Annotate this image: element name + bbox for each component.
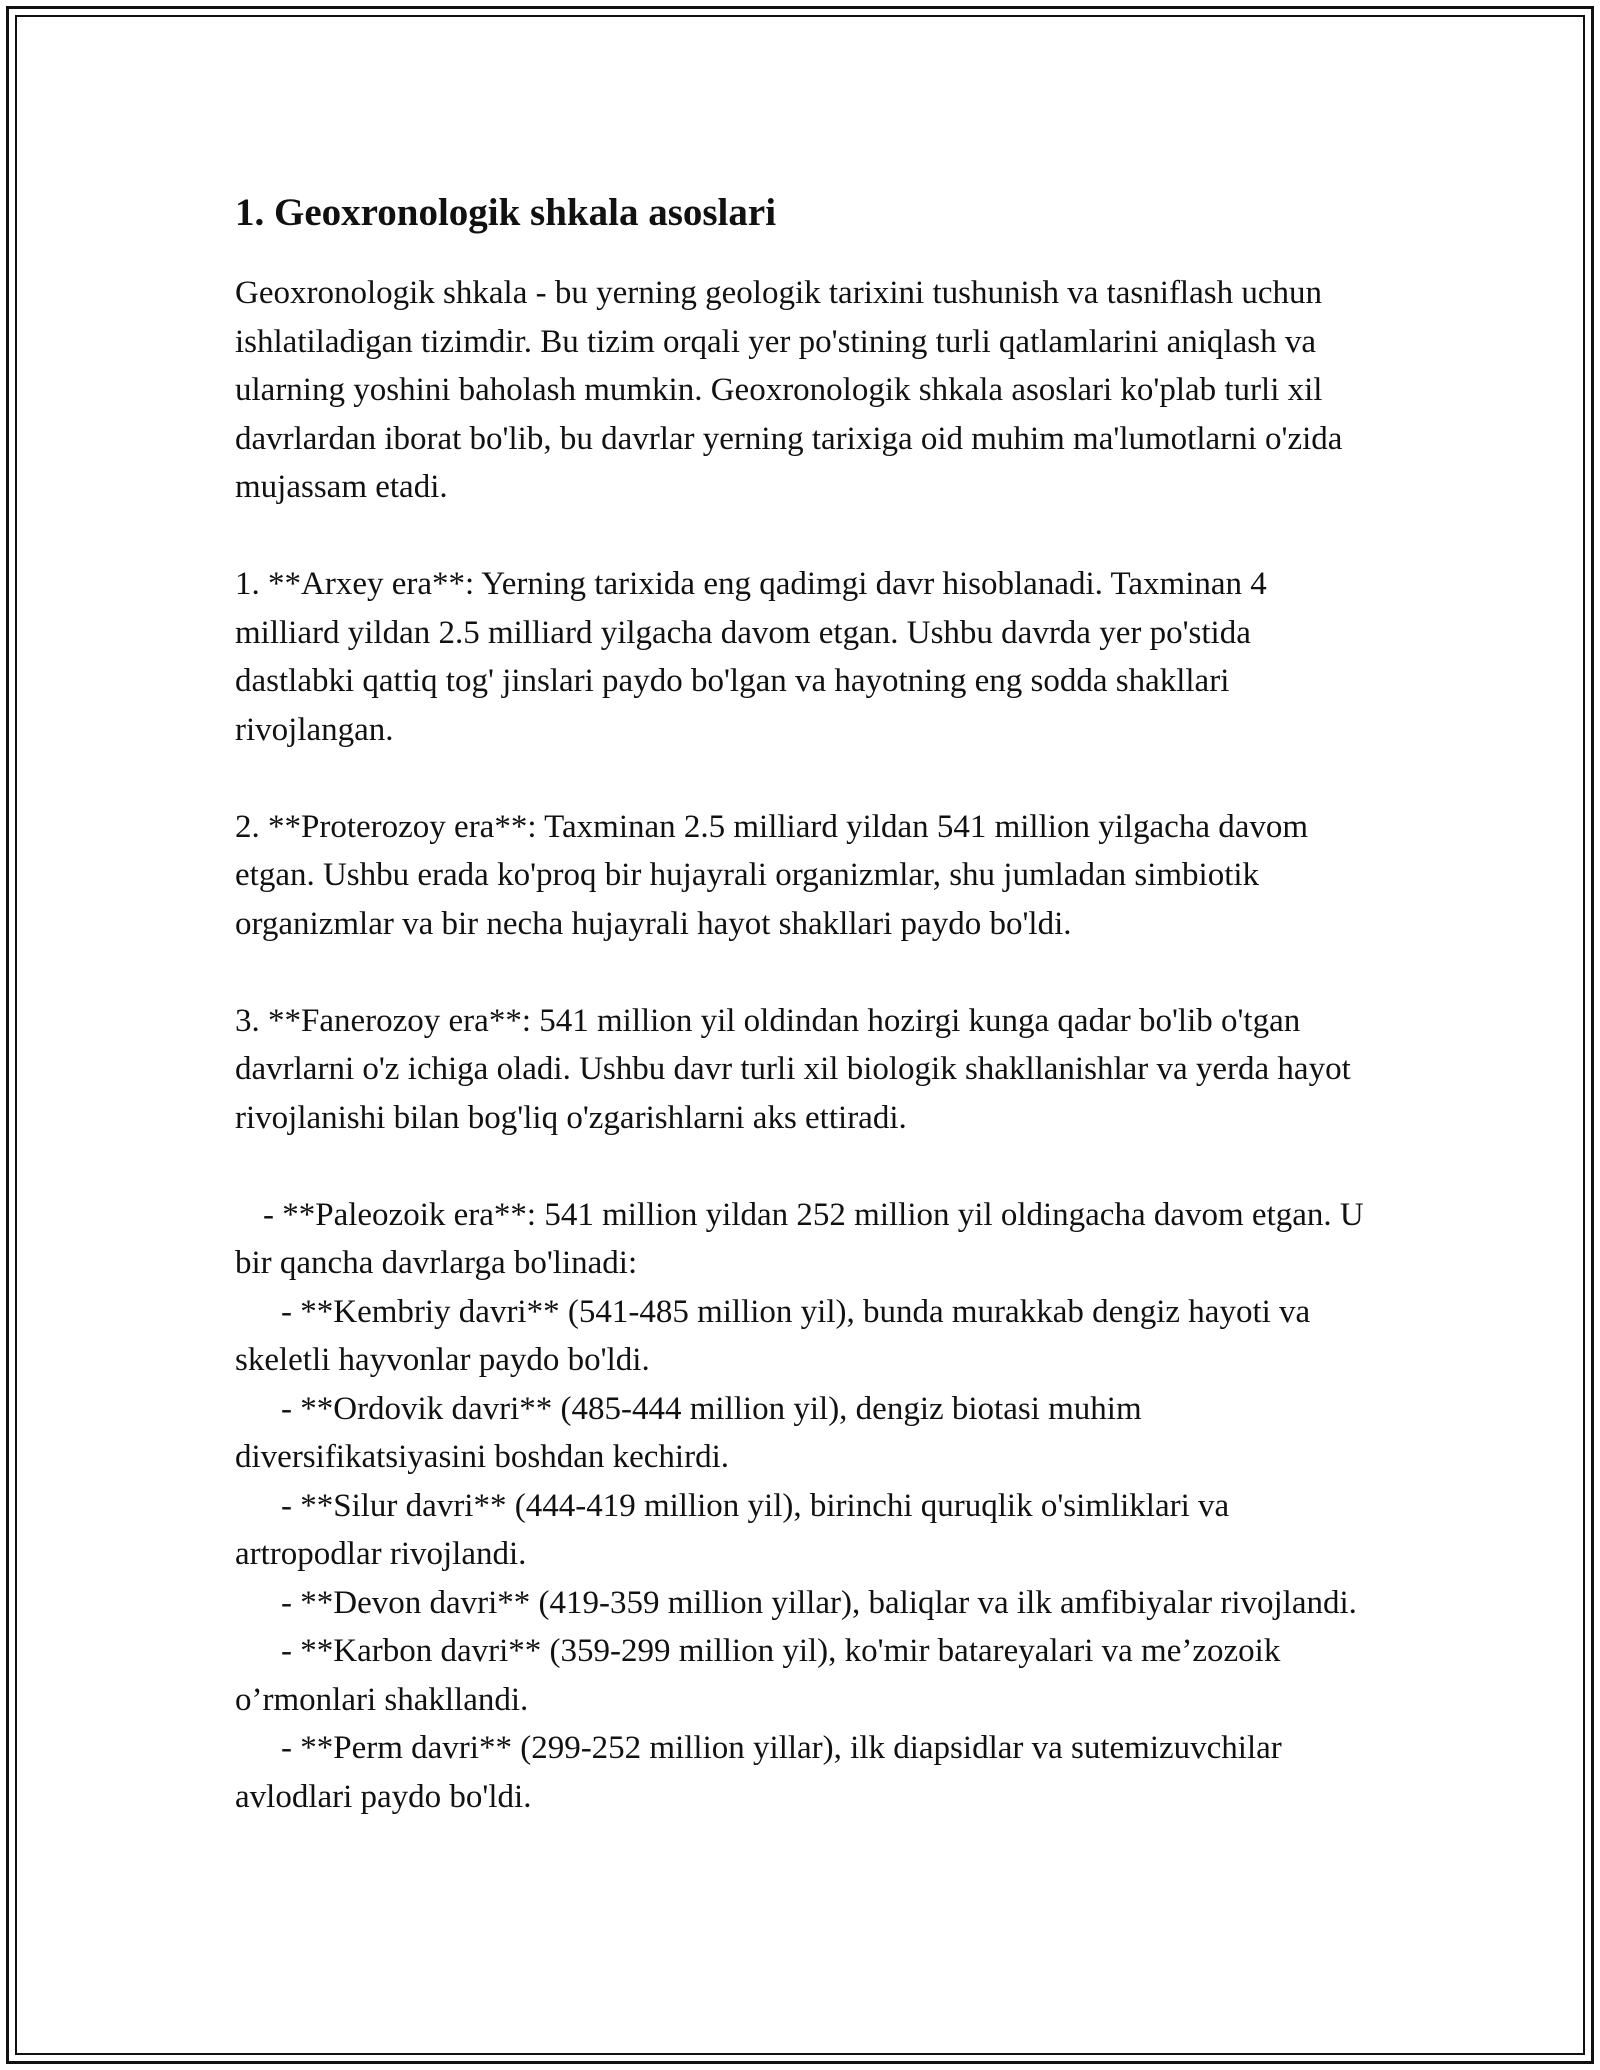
list-item-arxey: 1. **Arxey era**: Yerning tarixida eng qadimgi davr hisoblanadi. Taxminan 4 milliard yildan 2.5 milliard yilgacha davom etgan. Ushbu davrda yer po'stida dastlabki qattiq tog' jinslari paydo bo'lgan va hayotning eng sodda shakllari rivojlangan. [235, 566, 1267, 748]
period-item-perm [235, 1724, 1370, 1821]
blank-line [235, 754, 1370, 803]
period-text: - **Perm davri** (299-252 million yillar), ilk diapsidlar va sutemizuvchilar avlodlari paydo bo'ldi. [235, 1730, 1282, 1815]
period-text: - **Karbon davri** (359-299 million yil), ko'mir batareyalari va me’zozoik o’rmonlari shakllandi. [235, 1633, 1281, 1718]
period-item-karbon [235, 1627, 1370, 1724]
period-text: - **Ordovik davri** (485-444 million yil), dengiz biotasi muhim diversifikatsiyasini boshdan kechirdi. [235, 1390, 1142, 1475]
list-item-fanerozoy: 3. **Fanerozoy era**: 541 million yil oldindan hozirgi kunga qadar bo'lib o'tgan davrlarni o'z ichiga oladi. Ushbu davr turli xil biologik shakllanishlar va yerda hayot rivojlanishi bilan bog'liq o'zgarishlarni aks ettiradi. [235, 1002, 1351, 1136]
period-item-ordovik [235, 1385, 1370, 1482]
sublist-paleozoik [235, 1191, 1370, 1288]
blank-line [235, 948, 1370, 997]
period-item-silur [235, 1482, 1370, 1579]
period-text: - **Kembriy davri** (541-485 million yil), bunda murakkab dengiz hayoti va skeletli hayvonlar paydo bo'ldi. [235, 1293, 1311, 1378]
period-item-devon [235, 1579, 1370, 1628]
blank-line [235, 512, 1370, 561]
blank-line [235, 1142, 1370, 1191]
period-item-kembriy [235, 1288, 1370, 1385]
list-item-proterozoy: 2. **Proterozoy era**: Taxminan 2.5 milliard yildan 541 million yilgacha davom etgan. Ushbu erada ko'proq bir hujayrali organizmlar, shu jumladan simbiotik organizmlar va bir necha hujayrali hayot shakllari paydo bo'ldi. [235, 808, 1309, 942]
period-text: - **Devon davri** (419-359 million yillar), baliqlar va ilk amfibiyalar rivojlandi. [281, 1584, 1357, 1621]
period-text: - **Silur davri** (444-419 million yil), birinchi quruqlik o'simliklari va artropodlar rivojlandi. [235, 1487, 1230, 1572]
paleozoik-text: - **Paleozoik era**: 541 million yildan 252 million yil oldingacha davom etgan. U bir qancha davrlarga bo'linadi: [235, 1196, 1364, 1281]
intro-paragraph: Geoxronologik shkala - bu yerning geologik tarixini tushunish va tasniflash uchun ishlatiladigan tizimdir. Bu tizim orqali yer po'stining turli qatlamlarini aniqlash va ularning yoshini baholash mumkin. Geoxronologik shkala asoslari ko'plab turli xil davrlardan iborat bo'lib, bu davrlar yerning tarixiga oid muhim ma'lumotlarni o'zida mujassam etadi. [235, 275, 1343, 505]
document-body [235, 185, 1370, 1821]
section-heading: 1. Geoxronologik shkala asoslari [235, 191, 777, 234]
